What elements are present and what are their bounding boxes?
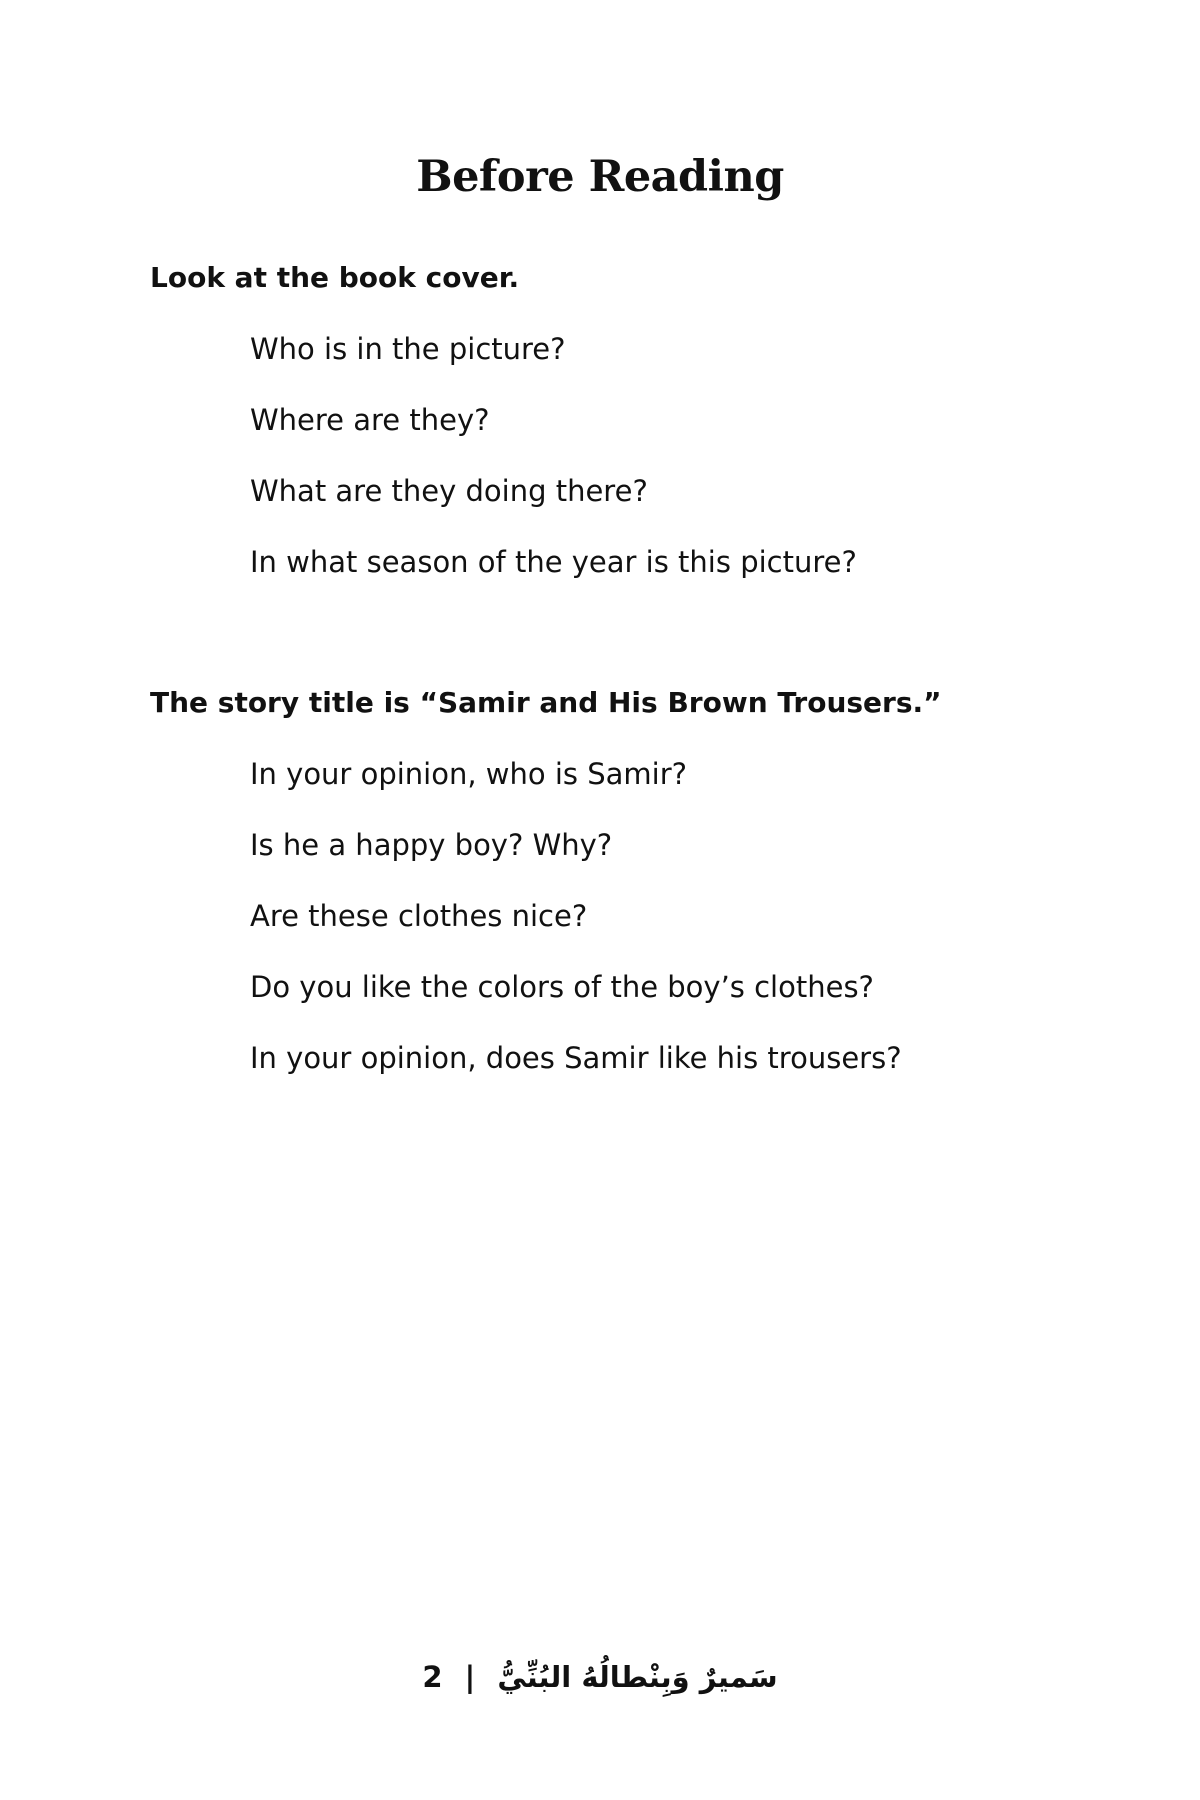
question-item: In your opinion, does Samir like his trousers? [250,1041,902,1075]
question-item: Where are they? [250,403,490,437]
book-cover-section [150,258,1150,613]
page-number: 2 [422,1660,443,1694]
question-item: In what season of the year is this picture? [250,545,857,579]
question-item: In your opinion, who is Samir? [250,757,688,791]
footer-separator: | [464,1660,476,1694]
section-heading-book-cover: Look at the book cover. [150,261,520,294]
page-title: Before Reading [416,152,784,202]
story-title-section [150,683,1150,1109]
question-item: Do you like the colors of the boy’s clothes? [250,970,874,1004]
page-footer [0,1655,1200,1697]
question-item: What are they doing there? [250,474,648,508]
book-cover-question-list [250,329,1150,582]
question-item: Who is in the picture? [250,332,566,366]
question-item: Are these clothes nice? [250,899,588,933]
book-title-arabic: سَميرٌ وَبِنْطالُهُ البُنِّيُّ [497,1660,778,1694]
section-heading-story-title: The story title is “Samir and His Brown Trousers.” [150,686,942,719]
question-item: Is he a happy boy? Why? [250,828,613,862]
story-title-question-list [250,754,1150,1078]
